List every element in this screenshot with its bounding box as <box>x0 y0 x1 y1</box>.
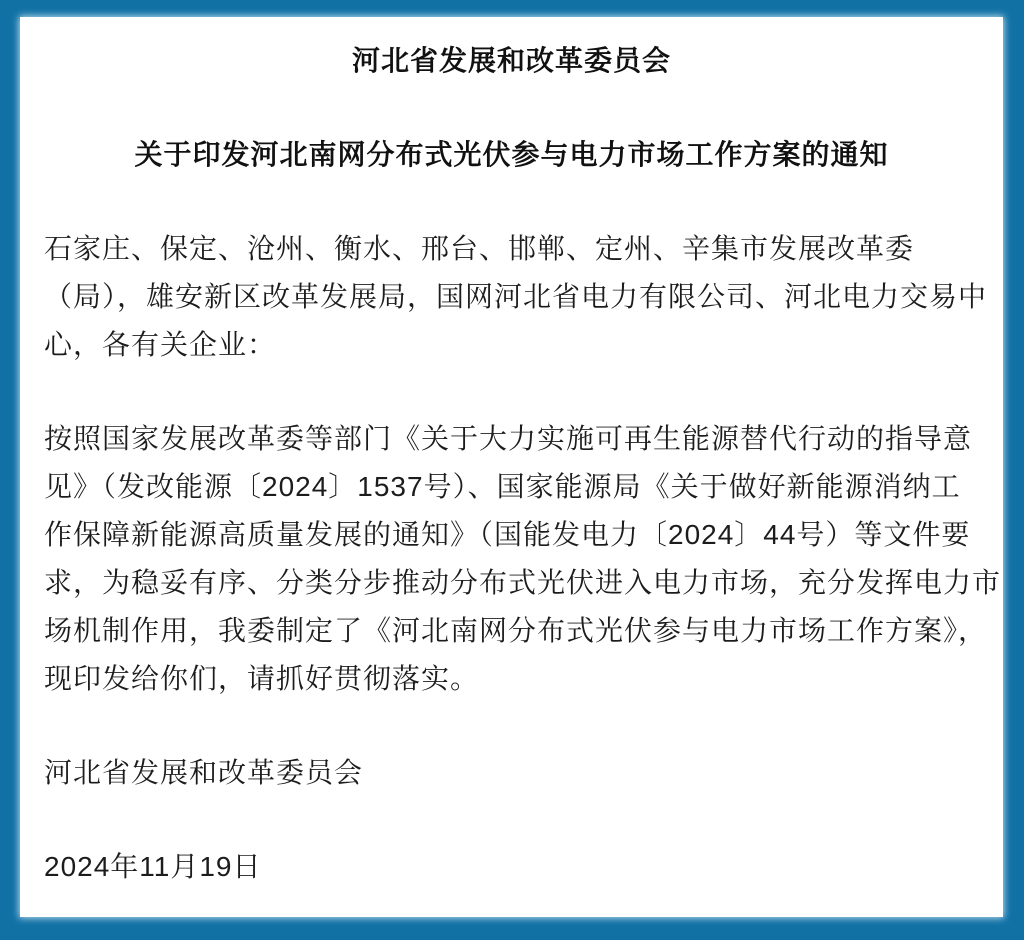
document-card <box>20 17 1003 917</box>
text-line: 场机制作用，我委制定了《河北南网分布式光伏参与电力市场工作方案》， <box>44 615 988 646</box>
text-line: 求，为稳妥有序、分类分步推动分布式光伏进入电力市场，充分发挥电力市 <box>44 567 1002 598</box>
document-subject-title: 关于印发河北南网分布式光伏参与电力市场工作方案的通知 <box>134 139 889 170</box>
text-line: 作保障新能源高质量发展的通知》（国能发电力〔2024〕44号）等文件要 <box>44 519 971 550</box>
text-line: 石家庄、保定、沧州、衡水、邢台、邯郸、定州、辛集市发展改革委 <box>44 233 915 264</box>
text-line: 心，各有关企业： <box>44 329 277 360</box>
text-line: （局），雄安新区改革发展局，国网河北省电力有限公司、河北电力交易中 <box>44 281 988 312</box>
text-line: 按照国家发展改革委等部门《关于大力实施可再生能源替代行动的指导意 <box>44 423 973 454</box>
paragraph-recipients <box>44 225 988 369</box>
paragraph-body <box>44 415 1002 703</box>
signature-issuer: 河北省发展和改革委员会 <box>44 757 364 788</box>
text-line: 现印发给你们，请抓好贯彻落实。 <box>44 663 480 694</box>
document-date: 2024年11月19日 <box>44 851 262 882</box>
document-issuer-title: 河北省发展和改革委员会 <box>351 45 671 76</box>
text-line: 见》（发改能源〔2024〕1537号）、国家能源局《关于做好新能源消纳工 <box>44 471 961 502</box>
